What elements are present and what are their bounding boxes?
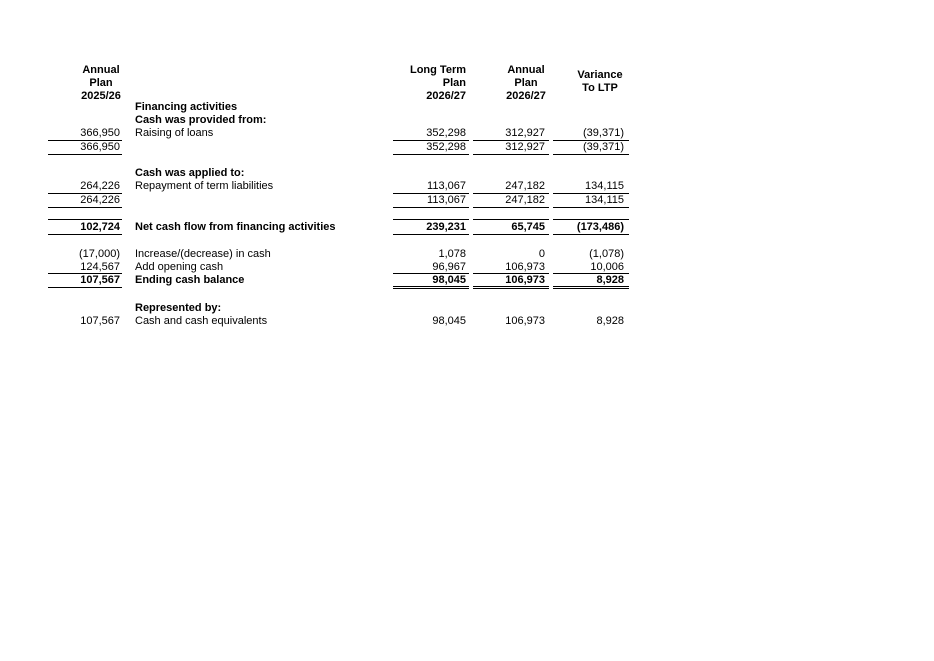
rule bbox=[553, 219, 629, 220]
raising-loans-c1: 366,950 bbox=[80, 127, 120, 139]
header-variance-to-ltp bbox=[566, 69, 634, 95]
ending-cash-label: Ending cash balance bbox=[135, 274, 245, 286]
raising-loans-c4: (39,371) bbox=[583, 127, 624, 139]
ending-cash-c4: 8,928 bbox=[596, 274, 624, 286]
increase-decrease-c3: 0 bbox=[538, 248, 545, 260]
applied-total-c3: 247,182 bbox=[505, 194, 545, 206]
increase-decrease-c2: 1,078 bbox=[438, 248, 466, 260]
header-annual-plan-2025-26 bbox=[70, 64, 132, 103]
section-financing-activities: Financing activities bbox=[135, 101, 238, 113]
cash-equivalents-c3: 106,973 bbox=[505, 315, 545, 327]
header-line: Plan bbox=[89, 77, 113, 89]
header-line: Annual bbox=[82, 64, 120, 76]
applied-total-c4: 134,115 bbox=[585, 194, 624, 206]
repayment-c4: 134,115 bbox=[585, 180, 624, 192]
rule bbox=[393, 288, 469, 289]
provided-total-c3: 312,927 bbox=[505, 141, 545, 153]
net-cash-flow-c4: (173,486) bbox=[576, 221, 624, 233]
section-cash-applied-to: Cash was applied to: bbox=[135, 167, 245, 179]
rule bbox=[48, 154, 122, 155]
rule bbox=[553, 286, 629, 287]
ending-cash-c1: 107,567 bbox=[80, 274, 120, 286]
opening-cash-c2: 96,967 bbox=[432, 261, 466, 273]
rule bbox=[393, 207, 469, 208]
rule bbox=[473, 286, 549, 287]
rule bbox=[553, 288, 629, 289]
repayment-label: Repayment of term liabilities bbox=[135, 180, 274, 192]
rule bbox=[48, 219, 122, 220]
header-line: 2025/26 bbox=[81, 90, 121, 102]
increase-decrease-label: Increase/(decrease) in cash bbox=[135, 248, 271, 260]
opening-cash-label: Add opening cash bbox=[135, 261, 224, 273]
raising-loans-c3: 312,927 bbox=[505, 127, 545, 139]
header-annual-plan-2026-27 bbox=[500, 64, 552, 103]
section-represented-by: Represented by: bbox=[135, 302, 222, 314]
header-line: 2026/27 bbox=[426, 90, 466, 102]
rule bbox=[393, 286, 469, 287]
cash-equivalents-label: Cash and cash equivalents bbox=[135, 315, 268, 327]
repayment-c3: 247,182 bbox=[505, 180, 545, 192]
cash-equivalents-c1: 107,567 bbox=[80, 315, 120, 327]
opening-cash-c4: 10,006 bbox=[590, 261, 624, 273]
rule bbox=[473, 219, 549, 220]
header-line: To LTP bbox=[582, 82, 618, 94]
opening-cash-c3: 106,973 bbox=[505, 261, 545, 273]
repayment-c1: 264,226 bbox=[80, 180, 120, 192]
rule bbox=[48, 234, 122, 235]
rule bbox=[473, 154, 549, 155]
header-line: Variance bbox=[577, 69, 623, 81]
net-cash-flow-c3: 65,745 bbox=[511, 221, 545, 233]
rule bbox=[48, 207, 122, 208]
provided-total-c1: 366,950 bbox=[80, 141, 120, 153]
opening-cash-c1: 124,567 bbox=[80, 261, 120, 273]
ending-cash-c3: 106,973 bbox=[505, 274, 545, 286]
header-line: Annual bbox=[507, 64, 545, 76]
rule bbox=[553, 154, 629, 155]
provided-total-c2: 352,298 bbox=[426, 141, 466, 153]
rule bbox=[473, 288, 549, 289]
header-line: 2026/27 bbox=[506, 90, 546, 102]
net-cash-flow-label: Net cash flow from financing activities bbox=[135, 221, 336, 233]
header-line: Long Term bbox=[409, 64, 466, 76]
raising-loans-c2: 352,298 bbox=[426, 127, 466, 139]
rule bbox=[473, 234, 549, 235]
raising-loans-label: Raising of loans bbox=[135, 127, 214, 139]
rule bbox=[553, 207, 629, 208]
section-cash-provided-from: Cash was provided from: bbox=[135, 114, 267, 126]
net-cash-flow-c2: 239,231 bbox=[426, 221, 466, 233]
cash-equivalents-c4: 8,928 bbox=[596, 315, 624, 327]
header-long-term-plan-2026-27 bbox=[400, 64, 466, 103]
header-line: Plan bbox=[442, 77, 466, 89]
rule bbox=[393, 154, 469, 155]
applied-total-c2: 113,067 bbox=[427, 194, 466, 206]
rule bbox=[393, 234, 469, 235]
provided-total-c4: (39,371) bbox=[583, 141, 624, 153]
rule bbox=[553, 234, 629, 235]
cash-equivalents-c2: 98,045 bbox=[432, 315, 466, 327]
applied-total-c1: 264,226 bbox=[80, 194, 120, 206]
header-line: Plan bbox=[514, 77, 538, 89]
repayment-c2: 113,067 bbox=[427, 180, 466, 192]
rule bbox=[48, 287, 122, 288]
increase-decrease-c4: (1,078) bbox=[589, 248, 624, 260]
ending-cash-c2: 98,045 bbox=[432, 274, 466, 286]
rule bbox=[393, 219, 469, 220]
net-cash-flow-c1: 102,724 bbox=[80, 221, 120, 233]
rule bbox=[473, 207, 549, 208]
increase-decrease-c1: (17,000) bbox=[79, 248, 120, 260]
